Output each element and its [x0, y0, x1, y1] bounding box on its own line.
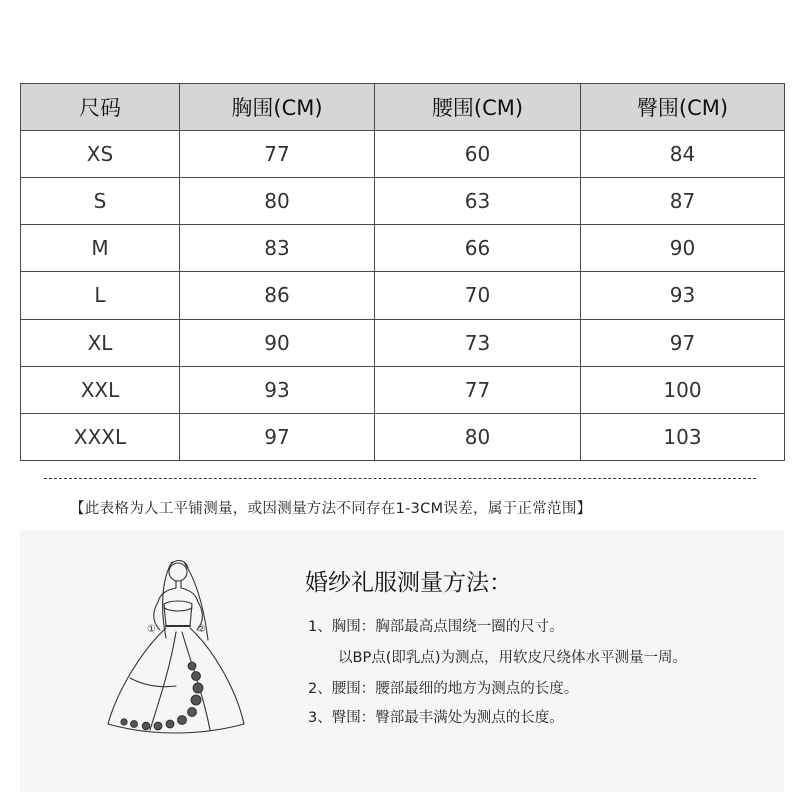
cell-waist: 60 — [375, 131, 581, 178]
cell-waist: 70 — [375, 272, 581, 319]
method-line-bust: 1、胸围：胸部最高点围绕一圈的尺寸。 — [308, 619, 564, 635]
cell-waist: 80 — [375, 413, 581, 460]
cell-waist: 77 — [375, 366, 581, 413]
method-title: 婚纱礼服测量方法： — [305, 570, 512, 596]
cell-size: M — [21, 225, 180, 272]
cell-hip: 100 — [581, 366, 785, 413]
header-waist: 腰围(CM) — [375, 84, 581, 131]
cell-size: XXL — [21, 366, 180, 413]
table-row — [21, 319, 785, 366]
table-row — [21, 366, 785, 413]
cell-bust: 83 — [180, 225, 375, 272]
table-header-row — [21, 84, 785, 131]
header-hip: 臀围(CM) — [581, 84, 785, 131]
table-row — [21, 272, 785, 319]
cell-waist: 66 — [375, 225, 581, 272]
cell-bust: 77 — [180, 131, 375, 178]
method-line-waist: 2、腰围：腰部最细的地方为测点的长度。 — [308, 681, 579, 697]
method-line-bust-detail: 以BP点(即乳点)为测点，用软皮尺绕体水平测量一周。 — [338, 650, 688, 666]
table-row — [21, 225, 785, 272]
wedding-dress-illustration — [100, 548, 250, 738]
cell-size: S — [21, 178, 180, 225]
cell-hip: 90 — [581, 225, 785, 272]
cell-bust: 90 — [180, 319, 375, 366]
marker-bust: ① — [147, 624, 156, 635]
marker-waist: ② — [197, 624, 206, 635]
cell-hip: 87 — [581, 178, 785, 225]
cell-size: XXXL — [21, 413, 180, 460]
table-row — [21, 178, 785, 225]
header-bust: 胸围(CM) — [180, 84, 375, 131]
cell-hip: 93 — [581, 272, 785, 319]
dashed-divider — [44, 478, 756, 479]
header-size: 尺码 — [21, 84, 180, 131]
cell-bust: 97 — [180, 413, 375, 460]
measurement-notice: 【此表格为人工平铺测量，或因测量方法不同存在1-3CM误差，属于正常范围】 — [70, 501, 592, 517]
cell-bust: 80 — [180, 178, 375, 225]
cell-waist: 63 — [375, 178, 581, 225]
cell-bust: 93 — [180, 366, 375, 413]
method-line-hip: 3、臀围：臀部最丰满处为测点的长度。 — [308, 710, 564, 726]
table-row — [21, 413, 785, 460]
cell-bust: 86 — [180, 272, 375, 319]
cell-size: XL — [21, 319, 180, 366]
cell-hip: 97 — [581, 319, 785, 366]
size-table — [20, 83, 785, 461]
cell-size: XS — [21, 131, 180, 178]
cell-waist: 73 — [375, 319, 581, 366]
cell-hip: 84 — [581, 131, 785, 178]
cell-hip: 103 — [581, 413, 785, 460]
table-row — [21, 131, 785, 178]
cell-size: L — [21, 272, 180, 319]
